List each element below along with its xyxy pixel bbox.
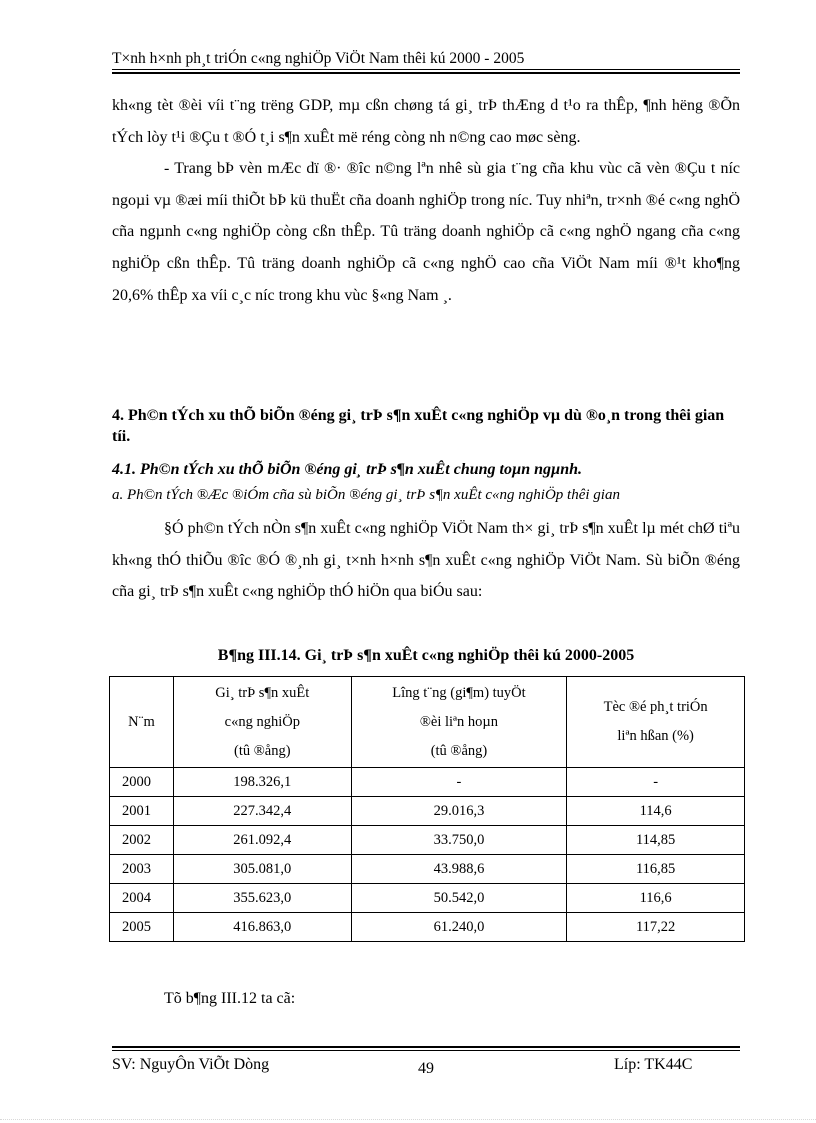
header-line: ®èi liªn hoµn	[419, 713, 499, 730]
header-line: N¨m	[128, 713, 155, 730]
footer-rule-thin	[112, 1050, 740, 1051]
section-4-1-paragraph: §Ó ph©n tÝch nÒn s¶n xuÊt c«ng nghiÖp ViÖt Nam th× gi¸ trÞ s¶n xuÊt lµ mét chØ tiªu kh«ng thÓ thiÕu ®îc ®Ó ®¸nh gi¸ t×nh h×nh s¶n xuÊt c«ng nghiÖp ViÖt Nam. Sù biÕn ®éng cña gi¸ trÞ s¶n xuÊt c«ng nghiÖp thÓ hiÖn qua biÓu sau:	[112, 520, 740, 601]
cell-year: 2005	[110, 913, 174, 942]
header-line: c«ng nghiÖp	[224, 713, 300, 730]
header-line: Lîng t¨ng (gi¶m) tuyÖt	[392, 684, 526, 701]
after-table-text: Tõ b¶ng III.12 ta cã:	[164, 990, 296, 1007]
cell-growth-rate: 116,6	[567, 884, 745, 913]
cell-year: 2004	[110, 884, 174, 913]
table-caption: B¶ng III.14. Gi¸ trÞ s¶n xuÊt c«ng nghiÖp thêi kú 2000-2005	[217, 647, 635, 664]
footer-rule-thick	[112, 1046, 740, 1048]
cell-year: 2003	[110, 855, 174, 884]
cell-growth-rate: -	[567, 768, 745, 797]
cell-growth-rate: 114,6	[567, 797, 745, 826]
cell-production-value: 416.863,0	[173, 913, 351, 942]
cell-absolute-change: 61.240,0	[351, 913, 567, 942]
production-value-table	[109, 676, 745, 942]
cell-production-value: 355.623,0	[173, 884, 351, 913]
cell-growth-rate: 116,85	[567, 855, 745, 884]
cell-year: 2000	[110, 768, 174, 797]
cell-absolute-change: -	[351, 768, 567, 797]
footer-page-number: 49	[418, 1060, 434, 1077]
header-absolute-change	[351, 677, 567, 768]
cell-production-value: 261.092,4	[173, 826, 351, 855]
header-line: (tû ®ång)	[234, 742, 291, 759]
cell-year: 2002	[110, 826, 174, 855]
table-row	[110, 797, 745, 826]
cell-growth-rate: 114,85	[567, 826, 745, 855]
header-rule-thin	[112, 69, 740, 70]
header-line: liªn hßan (%)	[617, 728, 694, 744]
header-line: (tû ®ång)	[430, 742, 488, 759]
page-edge-divider	[0, 1119, 816, 1120]
header-rule-thick	[112, 72, 740, 74]
cell-production-value: 198.326,1	[173, 768, 351, 797]
header-growth-rate	[567, 677, 745, 768]
header-year	[110, 677, 174, 768]
intro-paragraphs	[112, 90, 740, 311]
section-4-1-a-heading: a. Ph©n tÝch ®Æc ®iÓm cña sù biÕn ®éng gi¸ trÞ s¶n xuÊt c«ng nghiÖp thêi gian	[112, 487, 620, 503]
cell-production-value: 227.342,4	[173, 797, 351, 826]
table-row	[110, 913, 745, 942]
cell-absolute-change: 43.988,6	[351, 855, 567, 884]
table-row	[110, 768, 745, 797]
table-row	[110, 884, 745, 913]
cell-absolute-change: 33.750,0	[351, 826, 567, 855]
header-line: Tèc ®é ph¸t triÓn	[603, 699, 708, 715]
cell-year: 2001	[110, 797, 174, 826]
table-header-row	[110, 677, 745, 768]
paragraph-continuation: kh«ng tèt ®èi víi t¨ng trëng GDP, mµ cßn chøng tá gi¸ trÞ thÆng d t¹o ra thÊp, ¶nh hëng ®Õn tÝch lòy t¹i ®Çu t ®Ó t¸i s¶n xuÊt më réng còng nh n©ng cao møc sèng.	[112, 97, 740, 146]
section-4-1-heading: 4.1. Ph©n tÝch xu thÕ biÕn ®éng gi¸ trÞ s¶n xuÊt chung toµn ngµnh.	[112, 461, 583, 478]
table-row	[110, 855, 745, 884]
cell-production-value: 305.081,0	[173, 855, 351, 884]
cell-growth-rate: 117,22	[567, 913, 745, 942]
table-row	[110, 826, 745, 855]
header-line: Gi¸ trÞ s¶n xuÊt	[215, 684, 310, 701]
paragraph-equipment: - Trang bÞ vèn mÆc dï ®· ®îc n©ng lªn nhê sù gia t¨ng cña khu vùc cã vèn ®Çu t níc ngoµi vµ ®æi míi thiÕt bÞ kü thuËt cña doanh nghiÖp trong níc. Tuy nhiªn, tr×nh ®é c«ng nghÖ cña ngµnh c«ng nghiÖp còng cßn thÊp. Tû träng doanh nghiÖp cã c«ng nghÖ ngang cña c«ng nghiÖp cßn thÊp. Tû träng doanh nghiÖp cã c«ng nghÖ cao cña ViÖt Nam míi ®¹t kho¶ng 20,6% thÊp xa víi c¸c níc trong khu vùc §«ng Nam ¸.	[112, 160, 740, 304]
cell-absolute-change: 29.016,3	[351, 797, 567, 826]
cell-absolute-change: 50.542,0	[351, 884, 567, 913]
section-4-heading: 4. Ph©n tÝch xu thÕ biÕn ®éng gi¸ trÞ s¶n xuÊt c«ng nghiÖp vµ dù ®o¸n trong thêi gian tíi.	[112, 407, 725, 445]
header-production-value	[173, 677, 351, 768]
page-header-title: T×nh h×nh ph¸t triÓn c«ng nghiÖp ViÖt Nam thêi kú 2000 - 2005	[112, 50, 525, 67]
footer-class: Líp: TK44C	[614, 1056, 693, 1073]
footer-student-name: SV: NguyÔn ViÕt Dòng	[112, 1056, 270, 1073]
